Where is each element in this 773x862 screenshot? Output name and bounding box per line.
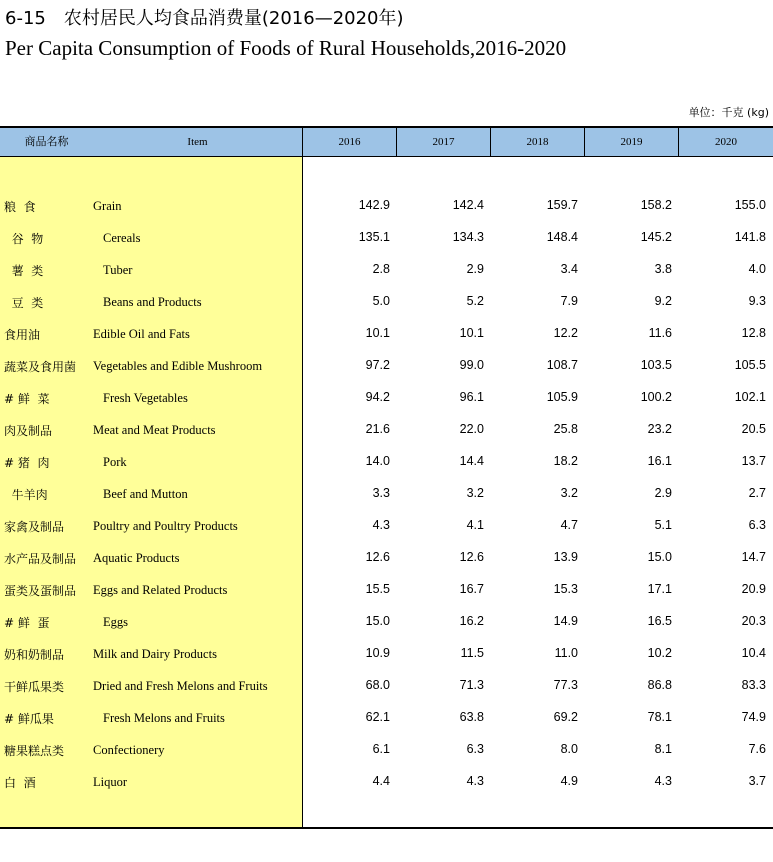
row-name-cn: 肉及制品: [4, 424, 53, 438]
row-name-cn: # 猪 肉: [4, 456, 50, 470]
value-cell-2020: 14.7: [741, 550, 766, 564]
row-name-en: Fresh Melons and Fruits: [103, 711, 225, 725]
value-cell-2020: 74.9: [741, 710, 766, 724]
value-cell-2018: 3.4: [560, 262, 578, 276]
value-cell-2016: 3.3: [372, 486, 390, 500]
value-cell-2018: 8.0: [560, 742, 578, 756]
table-row: [0, 702, 773, 734]
unit-label: 单位：千克 (kg): [688, 106, 769, 119]
header-name-cn: 商品名称: [24, 135, 69, 148]
row-name-cn: 白 酒: [4, 776, 36, 790]
value-cell-2016: 10.1: [365, 326, 390, 340]
header-year-2016: 2016: [303, 128, 397, 156]
table-bottom-rule: [0, 827, 773, 829]
value-cell-2020: 20.5: [741, 422, 766, 436]
page-title-en: Per Capita Consumption of Foods of Rural Households,2016-2020: [5, 36, 567, 60]
value-cell-2019: 17.1: [647, 582, 672, 596]
value-cell-2017: 3.2: [466, 486, 484, 500]
value-cell-2018: 14.9: [553, 614, 578, 628]
row-name-en: Eggs: [103, 615, 128, 629]
table-row: [0, 478, 773, 510]
table-title-cn: 农村居民人均食品消费量(2016—2020年): [63, 8, 404, 29]
row-name-cn: 蔬菜及食用菌: [4, 360, 77, 374]
value-cell-2019: 158.2: [640, 198, 672, 212]
value-cell-2018: 108.7: [546, 358, 578, 372]
value-cell-2017: 134.3: [452, 230, 484, 244]
value-cell-2019: 4.3: [654, 774, 672, 788]
value-cell-2016: 4.3: [372, 518, 390, 532]
value-cell-2018: 69.2: [553, 710, 578, 724]
value-cell-2018: 148.4: [546, 230, 578, 244]
value-cell-2018: 25.8: [553, 422, 578, 436]
table-row: [0, 190, 773, 222]
value-cell-2016: 135.1: [358, 230, 390, 244]
row-name-en: Beef and Mutton: [103, 487, 188, 501]
value-cell-2019: 86.8: [647, 678, 672, 692]
value-cell-2017: 16.2: [459, 614, 484, 628]
value-cell-2019: 16.1: [647, 454, 672, 468]
row-name-cn: 糖果糕点类: [4, 744, 65, 758]
header-year-2019: 2019: [585, 128, 679, 156]
row-name-en: Beans and Products: [103, 295, 202, 309]
row-name-en: Pork: [103, 455, 127, 469]
value-cell-2017: 11.5: [460, 646, 484, 660]
table-row: [0, 734, 773, 766]
value-cell-2016: 68.0: [365, 678, 390, 692]
value-cell-2018: 4.7: [560, 518, 578, 532]
table-row: [0, 638, 773, 670]
row-name-en: Aquatic Products: [93, 551, 180, 565]
row-name-en: Eggs and Related Products: [93, 583, 228, 597]
row-name-en: Dried and Fresh Melons and Fruits: [93, 679, 268, 693]
value-cell-2016: 97.2: [365, 358, 390, 372]
row-name-cn: 水产品及制品: [4, 552, 77, 566]
value-cell-2020: 12.8: [741, 326, 766, 340]
value-cell-2020: 105.5: [734, 358, 766, 372]
header-year-2017: 2017: [397, 128, 491, 156]
row-name-en: Fresh Vegetables: [103, 391, 188, 405]
value-cell-2017: 6.3: [466, 742, 484, 756]
value-cell-2019: 78.1: [647, 710, 672, 724]
value-cell-2016: 4.4: [372, 774, 390, 788]
value-cell-2016: 142.9: [358, 198, 390, 212]
value-cell-2020: 4.0: [748, 262, 766, 276]
value-cell-2016: 14.0: [365, 454, 390, 468]
row-name-en: Meat and Meat Products: [93, 423, 216, 437]
value-cell-2019: 145.2: [640, 230, 672, 244]
value-cell-2017: 10.1: [459, 326, 484, 340]
row-name-cn: 奶和奶制品: [4, 648, 65, 662]
value-cell-2019: 11.6: [648, 326, 672, 340]
table-row: [0, 510, 773, 542]
value-cell-2017: 12.6: [459, 550, 484, 564]
value-cell-2019: 16.5: [647, 614, 672, 628]
row-name-en: Confectionery: [93, 743, 165, 757]
row-name-en: Milk and Dairy Products: [93, 647, 217, 661]
value-cell-2020: 3.7: [748, 774, 766, 788]
value-cell-2019: 5.1: [654, 518, 672, 532]
value-cell-2020: 20.3: [741, 614, 766, 628]
row-name-cn: 食用油: [4, 328, 41, 342]
value-cell-2020: 13.7: [741, 454, 766, 468]
row-name-cn: 干鲜瓜果类: [4, 680, 65, 694]
value-cell-2019: 3.8: [654, 262, 672, 276]
value-cell-2016: 6.1: [372, 742, 390, 756]
value-cell-2019: 9.2: [654, 294, 672, 308]
value-cell-2017: 2.9: [466, 262, 484, 276]
row-name-cn: # 鲜 蛋: [4, 616, 50, 630]
table-row: [0, 606, 773, 638]
value-cell-2020: 102.1: [734, 390, 766, 404]
value-cell-2018: 13.9: [553, 550, 578, 564]
value-cell-2020: 155.0: [734, 198, 766, 212]
row-name-cn: 蛋类及蛋制品: [4, 584, 77, 598]
value-cell-2018: 12.2: [553, 326, 578, 340]
value-cell-2017: 63.8: [459, 710, 484, 724]
value-cell-2018: 15.3: [553, 582, 578, 596]
table-row: [0, 766, 773, 798]
table-row: [0, 286, 773, 318]
table-row: [0, 318, 773, 350]
row-name-en: Poultry and Poultry Products: [93, 519, 238, 533]
value-cell-2020: 83.3: [741, 678, 766, 692]
value-cell-2017: 142.4: [452, 198, 484, 212]
table-body: [0, 190, 773, 798]
table-row: [0, 254, 773, 286]
value-cell-2016: 15.0: [365, 614, 390, 628]
value-cell-2016: 10.9: [365, 646, 390, 660]
header-item: Item: [93, 128, 303, 156]
value-cell-2019: 103.5: [640, 358, 672, 372]
value-cell-2017: 4.3: [466, 774, 484, 788]
value-cell-2016: 15.5: [365, 582, 390, 596]
table-row: [0, 542, 773, 574]
value-cell-2016: 21.6: [365, 422, 390, 436]
value-cell-2019: 8.1: [654, 742, 672, 756]
value-cell-2020: 20.9: [741, 582, 766, 596]
row-name-cn: 牛羊肉: [4, 488, 48, 502]
row-name-en: Grain: [93, 199, 122, 213]
row-name-cn: # 鲜瓜果: [4, 712, 54, 726]
value-cell-2018: 159.7: [546, 198, 578, 212]
value-cell-2019: 2.9: [654, 486, 672, 500]
value-cell-2017: 71.3: [459, 678, 484, 692]
value-cell-2020: 141.8: [734, 230, 766, 244]
header-year-2018: 2018: [491, 128, 585, 156]
row-name-en: Vegetables and Edible Mushroom: [93, 359, 263, 373]
table-row: [0, 574, 773, 606]
value-cell-2016: 62.1: [365, 710, 390, 724]
value-cell-2018: 11.0: [554, 646, 578, 660]
value-cell-2017: 14.4: [459, 454, 484, 468]
table-row: [0, 222, 773, 254]
value-cell-2020: 10.4: [741, 646, 766, 660]
value-cell-2018: 3.2: [560, 486, 578, 500]
row-name-en: Liquor: [93, 775, 128, 789]
row-name-cn: 薯 类: [4, 264, 44, 278]
row-name-cn: # 鲜 菜: [4, 392, 50, 406]
value-cell-2020: 6.3: [748, 518, 766, 532]
value-cell-2018: 77.3: [553, 678, 578, 692]
value-cell-2016: 2.8: [372, 262, 390, 276]
table-row: [0, 670, 773, 702]
value-cell-2017: 16.7: [459, 582, 484, 596]
value-cell-2018: 18.2: [553, 454, 578, 468]
value-cell-2016: 12.6: [365, 550, 390, 564]
value-cell-2016: 5.0: [372, 294, 390, 308]
row-name-en: Tuber: [103, 263, 133, 277]
value-cell-2020: 2.7: [748, 486, 766, 500]
table-row: [0, 414, 773, 446]
value-cell-2017: 4.1: [466, 518, 484, 532]
value-cell-2019: 23.2: [647, 422, 672, 436]
value-cell-2017: 5.2: [466, 294, 484, 308]
page-title-cn: [5, 4, 404, 30]
value-cell-2017: 99.0: [459, 358, 484, 372]
row-name-cn: 家禽及制品: [4, 520, 65, 534]
value-cell-2017: 96.1: [459, 390, 484, 404]
row-name-cn: 粮 食: [4, 200, 36, 214]
row-name-en: Cereals: [103, 231, 141, 245]
table-number: 6-15: [5, 8, 46, 29]
value-cell-2019: 100.2: [640, 390, 672, 404]
value-cell-2018: 105.9: [546, 390, 578, 404]
header-year-2020: 2020: [715, 136, 737, 148]
value-cell-2018: 4.9: [560, 774, 578, 788]
row-name-cn: 豆 类: [4, 296, 44, 310]
value-cell-2019: 10.2: [647, 646, 672, 660]
value-cell-2016: 94.2: [365, 390, 390, 404]
value-cell-2020: 7.6: [748, 742, 766, 756]
table-header: [0, 128, 773, 157]
value-cell-2018: 7.9: [560, 294, 578, 308]
value-cell-2019: 15.0: [647, 550, 672, 564]
table-row: [0, 350, 773, 382]
row-name-en: Edible Oil and Fats: [93, 327, 190, 341]
value-cell-2020: 9.3: [748, 294, 766, 308]
row-name-cn: 谷 物: [4, 232, 44, 246]
table-row: [0, 382, 773, 414]
table-row: [0, 446, 773, 478]
value-cell-2017: 22.0: [459, 422, 484, 436]
